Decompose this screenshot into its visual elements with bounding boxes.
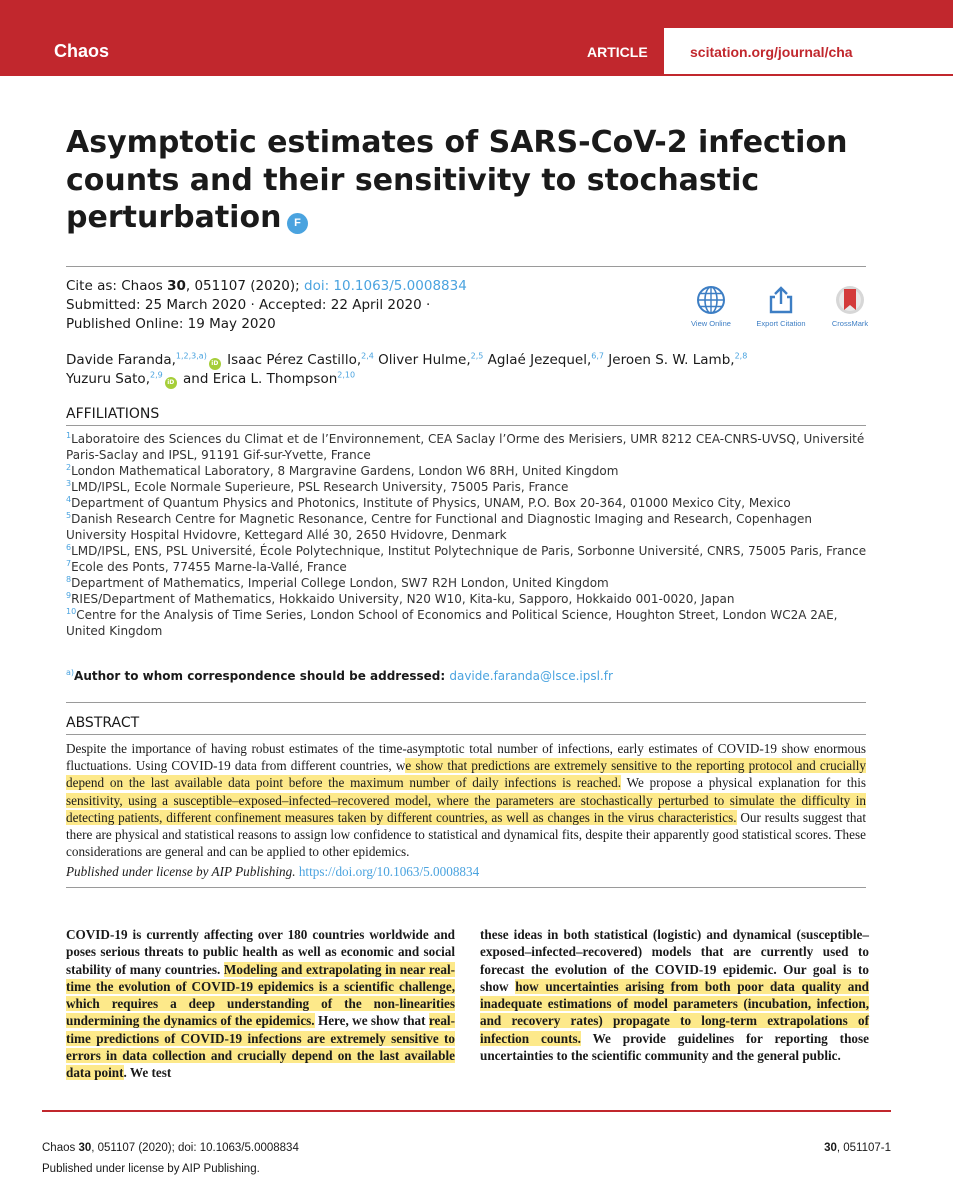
affiliation-text: Department of Mathematics, Imperial College London, SW7 R2H London, United Kingdom	[71, 576, 609, 590]
affiliation-text: LMD/IPSL, ENS, PSL Université, École Polytechnique, Institut Polytechnique de Paris, Sorbonne Université, CNRS, 75005 Paris, France	[71, 544, 867, 558]
abstract-text	[66, 740, 866, 860]
affiliation-item	[66, 591, 876, 607]
license-line	[66, 864, 479, 880]
author[interactable]	[488, 352, 604, 368]
orcid-icon[interactable]: iD	[165, 377, 177, 389]
affiliations-list	[66, 431, 876, 639]
abstract-segment: Our results suggest that there are physical and statistical reasons to assign low confidence to statistical and dynamical fits, despite their apparently good statistical scores. These considerations are general and can be applied to other epidemics.	[66, 809, 866, 860]
submission-dates: Submitted: 25 March 2020 · Accepted: 22 April 2020 ·	[66, 297, 431, 313]
divider	[66, 734, 866, 735]
export-icon	[766, 285, 796, 315]
affiliation-text: Ecole des Ponts, 77455 Marne-la-Vallé, France	[71, 560, 347, 574]
divider	[66, 702, 866, 703]
divider	[66, 887, 866, 888]
highlighted-text: how uncertainties arising from both poor data quality and inadequate estimations of model parameters (incubation, infection, and recovery rates) propagate to long-term extrapolations of infection counts.	[480, 978, 869, 1046]
affiliation-text: Centre for the Analysis of Time Series, London School of Economics and Political Science, Houghton Street, London WC2A 2AE, United Kingdom	[66, 608, 838, 638]
orcid-icon[interactable]: iD	[209, 358, 221, 370]
affiliation-item	[66, 495, 876, 511]
featured-badge-icon[interactable]: F	[287, 213, 308, 234]
author-affiliation-marker: 6,7	[591, 351, 604, 361]
footer-doi: , 051107 (2020); doi: 10.1063/5.0008834	[91, 1142, 299, 1154]
divider	[66, 425, 866, 426]
cite-article-number: , 051107 (2020);	[185, 278, 304, 294]
author-affiliation-marker: 2,8	[734, 351, 748, 361]
affiliation-number: 3	[66, 479, 72, 488]
affiliation-text: RIES/Department of Mathematics, Hokkaido University, N20 W10, Kita-ku, Sapporo, Hokkaido 001-0020, Japan	[71, 592, 735, 606]
highlighted-text: sensitivity, using a susceptible–exposed–infected–recovered model, where the parameters are stochastically perturbed to simulate the difficulty in detecting patients, different confinement measures taken by different countries, as well as changes in the virus characteristics.	[66, 792, 866, 825]
journal-url-link[interactable]: scitation.org/journal/cha	[690, 44, 853, 60]
author-affiliation-marker: 2,9	[149, 370, 163, 380]
affiliation-item	[66, 607, 876, 639]
view-online-label: View Online	[691, 319, 731, 328]
author-affiliation-marker: 2,4	[361, 351, 374, 361]
affiliation-text: Department of Quantum Physics and Photonics, Institute of Physics, UNAM, P.O. Box 20-364, 01000 Mexico City, Mexico	[71, 496, 791, 510]
affiliation-item	[66, 543, 876, 559]
page-number	[824, 1142, 891, 1154]
view-online-button[interactable]	[671, 285, 751, 328]
export-citation-label: Export Citation	[756, 319, 806, 328]
author-name[interactable]: Isaac Pérez Castillo,	[227, 352, 362, 368]
affiliation-item	[66, 463, 876, 479]
summary-segment: these ideas in both statistical (logistic) and dynamical (susceptible–exposed–infected–recovered) models that are currently used to forecast the evolution of the COVID-19 epidemic. Our goal is to show	[480, 927, 869, 994]
article-type-label: ARTICLE	[587, 44, 648, 60]
author-name[interactable]: Oliver Hulme,	[378, 352, 471, 368]
export-citation-button[interactable]	[741, 285, 821, 328]
footer-rule	[42, 1110, 891, 1112]
affiliation-text: Danish Research Centre for Magnetic Resonance, Centre for Functional and Diagnostic Imaging and Research, Copenhagen University Hospital Hvidovre, Kettegard Allé 30, 2650 Hvidovre, Denmark	[66, 512, 813, 542]
summary-segment: COVID-19 is currently affecting over 180 countries worldwide and poses serious threats to public health as well as economic and social stability of many countries.	[66, 927, 455, 977]
divider	[66, 266, 866, 267]
affiliations-heading: AFFILIATIONS	[66, 406, 160, 422]
affiliation-item	[66, 479, 876, 495]
license-text: Published under license by AIP Publishing.	[66, 864, 299, 879]
affiliation-number: 1	[66, 431, 72, 440]
author-affiliation-marker: 2,10	[337, 370, 356, 380]
abstract-heading: ABSTRACT	[66, 715, 140, 731]
page-volume: 30	[824, 1142, 837, 1154]
author[interactable]	[608, 352, 747, 368]
summary-column-left	[66, 926, 455, 1082]
author-list	[66, 351, 866, 389]
affiliation-text: Laboratoire des Sciences du Climat et de l’Environnement, CEA Saclay l’Orme des Merisiers, UMR 8212 CEA-CNRS-UVSQ, Université Paris-Saclay and IPSL, 91191 Gif-sur-Yvette, France	[66, 432, 865, 462]
globe-icon	[696, 285, 726, 315]
footer-journal: Chaos	[42, 1142, 79, 1154]
affiliation-number: 8	[66, 575, 72, 584]
affiliation-number: 4	[66, 495, 72, 504]
correspondence-marker: a)	[66, 668, 75, 677]
highlighted-text: e show that predictions are extremely sensitive to the reporting protocol and crucially depend on the last available data point before the maximum number of daily infections is reached.	[66, 758, 866, 791]
footer-citation	[42, 1142, 299, 1154]
author-name[interactable]: Jeroen S. W. Lamb,	[608, 352, 735, 368]
crossmark-button[interactable]	[810, 285, 890, 328]
author-name[interactable]: Davide Faranda,	[66, 352, 176, 368]
journal-name[interactable]: Chaos	[54, 41, 110, 61]
doi-url-link[interactable]: https://doi.org/10.1063/5.0008834	[298, 864, 480, 879]
affiliation-number: 5	[66, 511, 72, 520]
author[interactable]	[66, 371, 179, 387]
author-affiliation-marker: 1,2,3,a)	[175, 351, 207, 361]
author-affiliation-marker: 2,5	[470, 351, 484, 361]
footer-license: Published under license by AIP Publishing.	[42, 1163, 260, 1175]
author[interactable]	[227, 352, 374, 368]
highlighted-text: Modeling and extrapolating in near real-time the evolution of COVID-19 epidemics is a scientific challenge, which requires a deep understanding of the non-linearities undermining the dynamics of the epidemics.	[66, 961, 455, 1029]
affiliation-item	[66, 575, 876, 591]
footer-volume: 30	[78, 1142, 92, 1154]
cite-as-line	[66, 278, 467, 294]
author[interactable]	[183, 371, 355, 387]
cite-label: Cite as: Chaos	[66, 278, 168, 294]
author-name[interactable]: Aglaé Jezequel,	[487, 352, 592, 368]
published-date: Published Online: 19 May 2020	[66, 316, 276, 332]
abstract-segment: We propose a physical explanation for this	[621, 775, 866, 791]
correspondence-label: Author to whom correspondence should be addressed:	[74, 669, 450, 683]
crossmark-label: CrossMark	[831, 319, 869, 328]
author[interactable]	[66, 352, 223, 368]
highlighted-text: real-time predictions of COVID-19 infections are extremely sensitive to errors in data collection and crucially depend on the last available data point	[66, 1013, 455, 1081]
correspondence-email-link[interactable]: davide.faranda@lsce.ipsl.fr	[449, 669, 613, 683]
author[interactable]	[378, 352, 483, 368]
affiliation-text: LMD/IPSL, Ecole Normale Superieure, PSL Research University, 75005 Paris, France	[71, 480, 569, 494]
abstract-segment: Despite the importance of having robust estimates of the time-asymptotic total number of infections, early estimates of COVID-19 show enormous fluctuations. Using COVID-19 data from different countries, w	[66, 741, 866, 774]
summary-segment: Here, we show that	[314, 1013, 429, 1029]
crossmark-icon	[835, 285, 865, 315]
summary-segment: We provide guidelines for reporting those uncertainties to the scientific community and the general public.	[480, 1030, 869, 1064]
doi-link[interactable]: doi: 10.1063/5.0008834	[304, 278, 467, 294]
affiliation-number: 7	[66, 559, 72, 568]
page-article-number: , 051107-1	[836, 1142, 891, 1154]
article-title: Asymptotic estimates of SARS-CoV-2 infection counts and their sensitivity to stochastic perturbation	[66, 125, 848, 235]
correspondence-line	[66, 669, 613, 683]
cite-volume: 30	[167, 278, 186, 294]
affiliation-item	[66, 431, 876, 463]
author-name[interactable]: and Erica L. Thompson	[183, 371, 338, 387]
affiliation-number: 2	[66, 463, 72, 472]
author-name[interactable]: Yuzuru Sato,	[66, 371, 150, 387]
affiliation-number: 9	[66, 591, 72, 600]
summary-column-right	[480, 926, 869, 1064]
affiliation-number: 6	[66, 543, 72, 552]
affiliation-number: 10	[66, 607, 77, 616]
affiliation-item	[66, 559, 876, 575]
affiliation-text: London Mathematical Laboratory, 8 Margravine Gardens, London W6 8RH, United Kingdom	[71, 464, 619, 478]
affiliation-item	[66, 511, 876, 543]
summary-segment: . We test	[123, 1065, 172, 1081]
